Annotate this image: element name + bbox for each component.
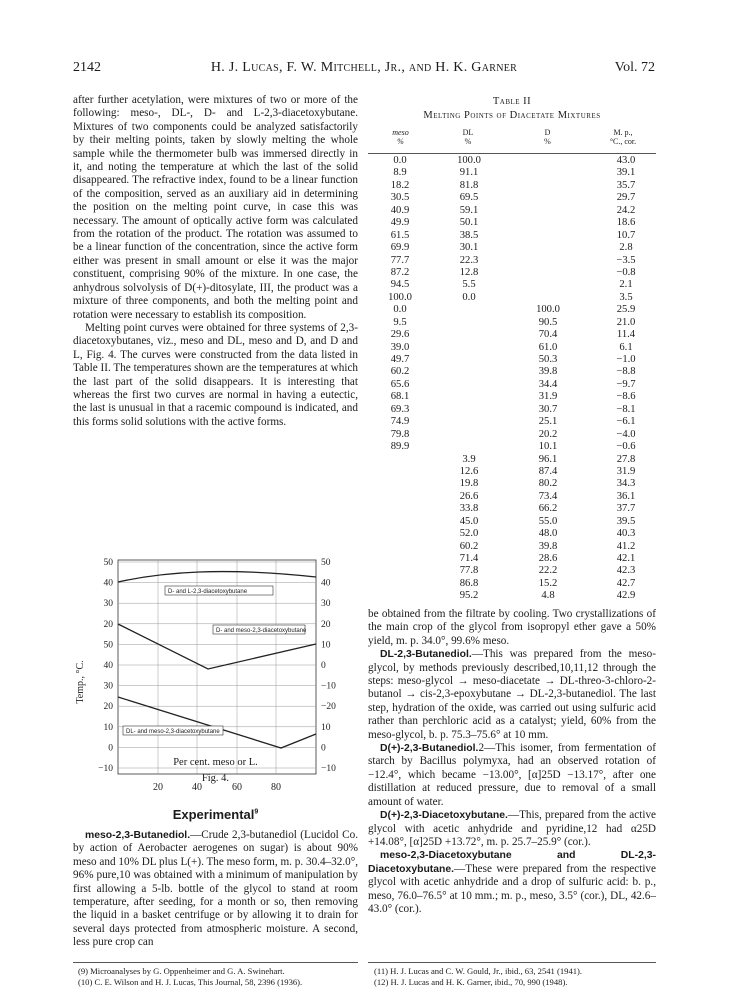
- y-tick-left: −10: [98, 764, 113, 774]
- cell-meso: [376, 565, 424, 577]
- cell-dl: 33.8: [459, 503, 479, 515]
- paragraph-analysis: after further acetylation, were mixtures of two or more of the following: meso-, DL-, D- and L-2,3-diacetoxybutane. Mixtures of two components could be analyzed satisfactorily by their melting points, taken by slowly melting the whole sample while the thermometer bulb was immersed directly in it, and noting the temperature at which the last of the solid disappeared. The refractive index, found to be a linear function of the composition, served as an auxiliary aid in determining the position on the melting point curve, in case this was necessary. The amount of optically active form was calculated from the rotation of the product. The rotation was assumed to be a linear function of the concentration, since the active form either was present in small amount or else it was the major constituent, comprising 90% of the mixture. In one case, the anhydrous solvolysis of D(+)-ditosylate, III, the product was a mixture of three components, and both the melting point and rotation were necessary to establish its composition.: [73, 94, 358, 321]
- paragraph-meso-butanediol: [73, 829, 358, 950]
- x-tick-20: 20: [153, 782, 163, 793]
- cell-d: 25.1: [538, 416, 558, 428]
- cell-dl: [443, 342, 495, 354]
- paragraph-d-butanediol: [368, 742, 656, 809]
- cell-d: 15.2: [538, 577, 558, 589]
- cell-dl: [443, 329, 495, 341]
- cell-d: 31.9: [538, 391, 558, 403]
- cell-dl: 22.3: [459, 254, 479, 266]
- y-tick-right: −20: [321, 702, 336, 713]
- cell-mp: 25.9: [616, 304, 636, 316]
- cell-dl: 19.8: [459, 478, 479, 490]
- y-tick-right: 10: [321, 640, 331, 651]
- cell-dl: 60.2: [459, 540, 479, 552]
- y-tick-left: 0: [108, 743, 113, 754]
- cell-mp: 43.0: [616, 155, 636, 166]
- cell-d: 34.4: [538, 378, 558, 390]
- cell-mp: 34.3: [616, 478, 636, 490]
- cell-dl: 38.5: [459, 229, 479, 241]
- cell-dl: [443, 404, 495, 416]
- header-authors: H. J. Lucas, F. W. Mitchell, Jr., and H. K. Garner: [210, 60, 518, 75]
- paragraph-dl-butanediol: [368, 648, 656, 742]
- experimental-body: [73, 829, 358, 950]
- table-title: Table II: [492, 96, 532, 107]
- col-header-meso: meso %: [392, 128, 409, 146]
- cell-meso: 69.9: [390, 242, 410, 254]
- cell-mp: 2.1: [619, 279, 633, 291]
- cell-meso: 77.7: [390, 254, 410, 266]
- footnote-10: (10) C. E. Wilson and H. J. Lucas, This Journal, 58, 2396 (1936).: [78, 977, 303, 987]
- cell-meso: 49.9: [390, 217, 410, 229]
- cell-meso: 40.9: [390, 204, 410, 216]
- cell-d: 90.5: [538, 316, 558, 328]
- right-column: [368, 608, 656, 916]
- cell-meso: 68.1: [390, 391, 410, 403]
- cell-dl: 45.0: [459, 515, 479, 527]
- cell-d: 30.7: [538, 403, 558, 415]
- cell-meso: 65.6: [390, 378, 410, 390]
- cell-meso: [376, 503, 424, 515]
- curve-dl-meso: [118, 697, 316, 748]
- cell-d: 100.0: [536, 304, 560, 316]
- cell-meso: 0.0: [393, 155, 407, 166]
- col-header-d: D %: [544, 128, 551, 146]
- cell-mp: −0.6: [616, 441, 636, 453]
- cell-dl: 59.1: [459, 204, 479, 216]
- cell-d: 28.6: [538, 553, 558, 564]
- cell-mp: −8.8: [616, 366, 636, 378]
- figure-caption: [73, 756, 358, 785]
- y-axis-label: Temp., °C.: [75, 660, 86, 704]
- cell-mp: 31.9: [616, 465, 636, 477]
- cell-dl: [443, 304, 495, 316]
- y-tick-left: 10: [103, 722, 113, 733]
- column-meso: [376, 155, 424, 603]
- cell-mp: 24.2: [616, 204, 636, 216]
- cell-mp: −3.5: [616, 254, 636, 266]
- y-tick-left: 20: [103, 619, 113, 630]
- footnote-rule-right: [368, 962, 656, 963]
- section-title-ref: 9: [254, 808, 259, 816]
- cell-meso: [376, 466, 424, 478]
- cell-mp: −1.0: [616, 354, 636, 365]
- cell-meso: [376, 528, 424, 540]
- y-tick-right: 40: [321, 578, 331, 589]
- cell-dl: 26.6: [459, 490, 479, 502]
- table-subtitle: Melting Points of Diacetate Mixtures: [423, 110, 601, 121]
- footnote-9: (9) Microanalyses by G. Oppenheimer and G. A. Swinehart.: [78, 966, 285, 976]
- cell-meso: [376, 541, 424, 553]
- cell-d: 87.4: [538, 465, 558, 477]
- paragraph-d-diacetoxybutane: [368, 809, 656, 849]
- cell-d: [520, 217, 576, 229]
- y-tick-right: 0: [321, 661, 326, 671]
- cell-meso: 30.5: [390, 192, 410, 204]
- cell-mp: 42.3: [616, 565, 636, 577]
- y-tick-right: 50: [321, 558, 331, 568]
- y-tick-right: 0: [321, 743, 326, 754]
- y-tick-right: 10: [321, 722, 331, 733]
- cell-meso: 100.0: [388, 291, 412, 303]
- footnote-12: (12) H. J. Lucas and H. K. Garner, ibid., 70, 990 (1948).: [374, 977, 568, 987]
- cell-dl: 100.0: [457, 155, 481, 166]
- paragraph-melting-curves: Melting point curves were obtained for three systems of 2,3-diacetoxybutanes, viz., meso and DL, meso and D, and D and L, Fig. 4. The curves were constructed from the data listed in Table II. The temperatures shown are the temperatures at which the last part of the solid disappears. It is interesting that whereas the first two curves are normal in having a eutectic, the last is unusual in that a racemic compound is indicated, and this forms solid solutions with the active forms.: [73, 321, 358, 428]
- cell-d: 22.2: [538, 565, 558, 577]
- cell-d: 50.3: [538, 354, 558, 365]
- x-tick-80: 80: [271, 782, 281, 793]
- cell-mp: −6.1: [616, 416, 636, 428]
- cell-mp: 39.1: [616, 167, 636, 179]
- y-tick-right: −10: [321, 681, 336, 692]
- cell-meso: 49.7: [390, 354, 410, 365]
- cell-dl: 81.8: [459, 179, 479, 191]
- cell-dl: [443, 379, 495, 391]
- cell-mp: 18.6: [616, 217, 636, 229]
- cell-mp: 35.7: [616, 179, 636, 191]
- cell-meso: 61.5: [390, 229, 410, 241]
- cell-mp: 42.9: [616, 590, 636, 602]
- cell-mp: 21.0: [616, 316, 636, 328]
- cell-d: 96.1: [538, 453, 558, 465]
- cell-mp: 10.7: [616, 229, 636, 241]
- section-title: Experimental: [172, 807, 255, 822]
- cell-d: 10.1: [538, 441, 558, 453]
- cell-dl: 86.8: [459, 577, 479, 589]
- cell-dl: 50.1: [459, 217, 479, 229]
- cell-dl: [443, 416, 495, 428]
- y-tick-left: 40: [103, 661, 113, 671]
- cell-mp: 6.1: [619, 341, 633, 353]
- cell-dl: 12.8: [459, 266, 479, 278]
- footnotes-right: [374, 966, 656, 988]
- cell-dl: 69.5: [459, 192, 479, 204]
- cell-dl: 91.1: [459, 167, 479, 179]
- cell-d: 55.0: [538, 515, 558, 527]
- text-dl-butanediol: —This was prepared from the meso-glycol, by methods previously described,10,11,12 through the steps: meso-glycol → meso-diacetate → DL-threo-3-chloro-2-butanol → cis-2,3-epoxybutane → DL-2,3-butanediol. The last step, hydration of the oxide, was carried out using sulfuric acid rather than perchloric acid as a catalyst; yield, 60% from the meso-glycol, b. p. 75.3–75.6° at 10 mm.: [368, 648, 656, 741]
- cell-dl: [443, 317, 495, 329]
- x-tick-60: 60: [232, 782, 242, 793]
- y-tick-right: 20: [321, 619, 331, 630]
- cell-meso: [376, 590, 424, 602]
- cell-meso: [376, 491, 424, 503]
- cell-d: 61.0: [538, 341, 558, 353]
- text-d-diacetoxybutane: —This, prepared from the active glycol with acetic anhydride and pyridine,12 had α25D +14.08°, [α]25D +13.72°, m. p. 25.7–25.9° (cor.).: [368, 809, 656, 848]
- cell-meso: 8.9: [393, 167, 407, 179]
- cell-d: 73.4: [538, 490, 558, 502]
- cell-mp: 40.3: [616, 528, 636, 540]
- cell-dl: [443, 366, 495, 378]
- label-d-meso: D- and meso-2,3-diacetoxybutane: [216, 628, 307, 634]
- cell-mp: −4.0: [616, 428, 636, 440]
- cell-d: 39.8: [538, 540, 558, 552]
- cell-mp: 36.1: [616, 490, 636, 502]
- cell-mp: 2.8: [619, 242, 633, 254]
- cell-d: [520, 279, 576, 291]
- cell-mp: 29.7: [616, 192, 636, 204]
- volume-label: Vol. 72: [614, 60, 655, 75]
- y-tick-left: 50: [103, 558, 113, 568]
- cell-mp: 42.1: [616, 553, 636, 564]
- cell-meso: 18.2: [390, 179, 410, 191]
- left-column: [73, 94, 358, 429]
- cell-dl: 30.1: [459, 242, 479, 254]
- cell-dl: 3.9: [462, 453, 476, 465]
- label-dl-meso: DL- and meso-2,3-diacetoxybutane: [126, 729, 220, 735]
- cell-d: 20.2: [538, 428, 558, 440]
- table-caption: [368, 95, 656, 123]
- cell-d: [520, 292, 576, 304]
- paragraph-filtrate: be obtained from the filtrate by cooling. Two crystallizations of the main crop of the glycol from isopropyl ether gave a 50% yield, m. p. 34.0°, 99.6% meso.: [368, 608, 656, 647]
- cell-dl: 95.2: [459, 590, 479, 602]
- column-dl: [443, 155, 495, 603]
- cell-mp: −8.6: [616, 391, 636, 403]
- page-number: 2142: [73, 60, 101, 75]
- text-d-butanediol: 2—This isomer, from fermentation of starch by Bacillus polymyxa, had an observed rotation of −12.4°, which became −13.00°, [α]25D −13.17°, after one distillation at reduced pressure, due to removal of a small amount of water.: [368, 742, 656, 808]
- col-header-dl: DL %: [462, 128, 474, 146]
- cell-meso: 0.0: [393, 304, 407, 316]
- col-header-mp: M. p., °C., cor.: [609, 128, 637, 146]
- cell-dl: [443, 354, 495, 366]
- cell-dl: 71.4: [459, 553, 479, 564]
- y-tick-left: 30: [103, 681, 113, 692]
- cell-dl: 77.8: [459, 565, 479, 577]
- cell-mp: 3.5: [619, 291, 633, 303]
- cell-d: [520, 192, 576, 204]
- column-mp: [600, 155, 652, 603]
- cell-d: 80.2: [538, 478, 558, 490]
- y-tick-left: 40: [103, 578, 113, 589]
- running-header: [73, 60, 655, 78]
- heading-meso-butanediol: meso-2,3-Butanediol.: [85, 830, 191, 841]
- cell-meso: 9.5: [393, 316, 407, 328]
- heading-d-butanediol: D(+)-2,3-Butanediol.: [380, 743, 479, 755]
- footnote-rule-left: [73, 962, 358, 963]
- curve-d-l: [118, 572, 316, 582]
- text-meso-dl-diacetoxybutane: —These were prepared from the respective glycol with acetic anhydride and a drop of sulfuric acid: b. p., meso, 76.0–76.5° at 10 mm.; m. p., meso, 3.5° (cor.), DL, 42.6–43.0° (cor.).: [368, 862, 656, 915]
- cell-d: [520, 255, 576, 267]
- cell-meso: 60.2: [390, 366, 410, 378]
- cell-d: [520, 242, 576, 254]
- cell-dl: 5.5: [462, 279, 476, 291]
- section-experimental: [73, 807, 358, 822]
- cell-mp: −9.7: [616, 378, 636, 390]
- cell-meso: 79.8: [390, 428, 410, 440]
- figure-axis-caption: Per cent. meso or L.: [173, 757, 258, 768]
- cell-meso: [376, 578, 424, 590]
- y-tick-left: 30: [103, 599, 113, 610]
- cell-d: 66.2: [538, 503, 558, 515]
- cell-d: [520, 205, 576, 217]
- heading-dl-butanediol: DL-2,3-Butanediol.: [380, 649, 472, 661]
- cell-meso: 29.6: [390, 329, 410, 341]
- cell-mp: 41.2: [616, 540, 636, 552]
- cell-d: 48.0: [538, 528, 558, 540]
- cell-meso: 69.3: [390, 403, 410, 415]
- column-d: [520, 155, 576, 603]
- footnotes-left: [78, 966, 358, 988]
- cell-meso: [376, 478, 424, 490]
- x-tick-40: 40: [192, 782, 202, 793]
- cell-dl: [443, 441, 495, 453]
- cell-mp: 37.7: [616, 503, 636, 515]
- cell-d: [520, 155, 576, 167]
- cell-meso: [376, 553, 424, 565]
- figure-number: Fig. 4.: [201, 773, 230, 784]
- cell-meso: [376, 516, 424, 528]
- cell-d: [520, 167, 576, 179]
- y-tick-right: −10: [321, 764, 336, 774]
- cell-dl: [443, 429, 495, 441]
- heading-meso-dl-diacetoxybutane: meso-2,3-Diacetoxybutane and DL-2,3-Diacetoxybutane.: [368, 850, 656, 875]
- cell-mp: 39.5: [616, 515, 636, 527]
- cell-meso: [376, 454, 424, 466]
- cell-d: [520, 180, 576, 192]
- cell-dl: 12.6: [459, 465, 479, 477]
- cell-meso: 89.9: [390, 441, 410, 453]
- cell-d: 39.8: [538, 366, 558, 378]
- label-d-l: D- and L-2,3-diacetoxybutane: [168, 589, 248, 595]
- cell-dl: 0.0: [462, 291, 476, 303]
- cell-meso: 87.2: [390, 266, 410, 278]
- cell-d: [520, 267, 576, 279]
- cell-d: 70.4: [538, 329, 558, 341]
- cell-meso: 39.0: [390, 341, 410, 353]
- cell-dl: [443, 391, 495, 403]
- cell-mp: 27.8: [616, 453, 636, 465]
- text-meso-butanediol: —Crude 2,3-butanediol (Lucidol Co. by action of Aerobacter aerogenes on sugar) is about 90% meso and 10% DL plus L(+). The meso form, m. p. 30.4–32.0°, 96% pure,10 was obtained with a minimum of manipulation by first allowing a 5-lb. bottle of the glycol to stand at room temperature, after seeding, for a month or so, then removing the liquid in a basket centrifuge or by allowing it to drain for several days protected from atmospheric moisture. A second, less pure crop can: [73, 829, 358, 949]
- table-header-rule: [368, 153, 656, 154]
- cell-mp: −0.8: [616, 266, 636, 278]
- cell-mp: 11.4: [616, 329, 636, 341]
- y-tick-right: 30: [321, 599, 331, 610]
- cell-dl: 52.0: [459, 528, 479, 540]
- heading-d-diacetoxybutane: D(+)-2,3-Diacetoxybutane.: [380, 810, 508, 822]
- cell-d: 4.8: [541, 590, 555, 602]
- paragraph-meso-dl-diacetoxybutane: [368, 849, 656, 916]
- cell-d: [520, 230, 576, 242]
- cell-meso: 74.9: [390, 416, 410, 428]
- y-tick-left: 20: [103, 702, 113, 713]
- cell-meso: 94.5: [390, 279, 410, 291]
- footnote-11: (11) H. J. Lucas and C. W. Gould, Jr., ibid., 63, 2541 (1941).: [374, 966, 583, 976]
- cell-mp: 42.7: [616, 577, 636, 589]
- y-tick-left: 50: [103, 640, 113, 651]
- cell-mp: −8.1: [616, 403, 636, 415]
